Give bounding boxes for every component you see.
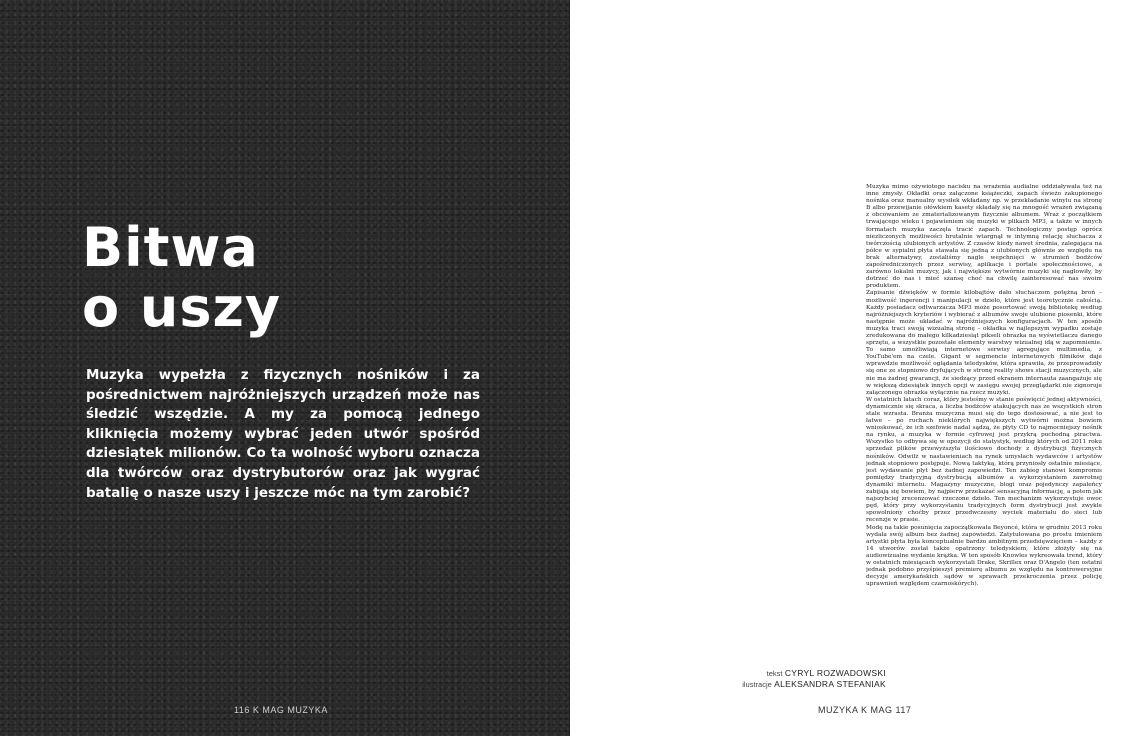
body-paragraph: Zapisanie dźwięków w formie kilobajtów dało słuchaczom potężną broń – możliwość ingerencji i manipulacji w dzieło, które jest teoretycznie całością. Każdy posiadacz odtwarzacza MP3 może posortować swoją bibliotekę według najróżniejszych kryteriów i wybierać z albumów swoje ulubione piosenki, które następnie może układać w najróżniejszych konfiguracjach. W ten sposób muzyka traci swoją wizualną stronę – okładka w najlepszym wypadku zostaje zredukowana do małego kilkadziesiąt pikseli obrazka na wyświetlaczu danego sprzętu, a wszystkie pozostałe elementy warstwy wizualnej idą w zapomnienie. To samo umożliwiają internetowe serwisy agregujące multimedia, z YouTube'em na czele. Gigant w segmencie internetowych filmików daje wprawdzie możliwość oglądania teledysków, która sprawiła, że przeprowadziły się one ze stopniowo dryfujących w stronę reality shows stacji muzycznych, ale nie ma żadnej gwarancji, że siedzący przed ekranem internauta zaangażuje się w większą dziesiątek innych opcji w zasięgu swojej przeglądarki nie zignoruje załączonego obrazka wyłącznie na rzecz muzyki.: [866, 290, 1102, 396]
illustration-credit-role: ilustracje: [742, 680, 772, 689]
title-line-1: Bitwa: [82, 216, 259, 279]
body-paragraph: Muzyka mimo ożywiotego nacisku na wrażenia audialne oddziaływała też na inne zmysły. Okładki oraz załączone książeczki, zapach świeżo zakupionego nośnika oraz manualny wysiłek wkładany np. w przekładanie winylu na stronę B albo przewijanie ołówkiem kasety składały się na mnogość wrażeń związaną z obcowaniem ze zmaterializowanym fizycznie albumem. Wraz z początkiem trwającego wieku i pojawieniem się muzyki w plikach MP3, a także w innych formatach muzyka zaczęła tracić zapach. Technologiczny postęp oprócz niezliczonych możliwości brutalnie wtargnął w intymną relację słuchacza z twórczością ulubionych artystów. Z czasów kiedy nawet średnia, zalegająca na półce w sypialni płyta stawała się jedną z ulubionych głównie ze względu na brak alternatywy, zostaliśmy nagle wepchnięci w strumień bodźców zapośredniczonych przez serwisy, aplikacje i portale społecznościowe, a zarówno lokalni muzycy, jak i największe wytwórnie muzyki się nagłowiły, by dotrzeć do nas i mieć szansę choć na chwilę zainteresować nas swoim produktem.: [866, 184, 1102, 290]
article-credits: [698, 668, 886, 690]
illustration-credit-author: ALEKSANDRA STEFANIAK: [774, 679, 886, 689]
article-title: [82, 218, 281, 338]
text-credit: [698, 668, 886, 679]
text-credit-role: tekst: [766, 669, 783, 678]
body-paragraph: W ostatnich latach coraz, który jesteśmy w stanie poświęcić jednej aktywności, dynamicznie się skraca, a liczba bodźców atakujących nas ze wszystkich stron stale wzrasta. Branża muzyczna musi się do tego dostosować, a nie jest to łatwe – po ruchach niektórych największych wytwórni można bowiem wnioskować, że ich szefowie nadal sądzą, że płyty CD to najmocniejszy nośnik na rynku, a muzyka w formie cyfrowej jest przykrą pochodną piractwa. Wszystko to odbywa się w opozycji do statystyk, według których od 2011 roku sprzedaż plików przewyższyła ilościowo dochody z dystrybucji fizycznych nośników. Odwilż w nastawieniach na rynek umysłach wydawców i artystów jednak stopniowo postępuje. Nową taktyką, którą przyniosły ostatnie miesiące, jest wydawanie płyt bez żadnej zapowiedzi. Ten zabieg stanowi kompromis pomiędzy tradycyjną dystrybucją albumów a wykorzystaniem zawrotnej dynamiki internetu. Magazyny muzyczne, blogi oraz pojedynczy zapaleńcy zabijają się bowiem, by najpierw przekazać sensacyjną informację, a potem jak najszybciej zrecenzować rzeczone dzieło. Ten mechanizm wykorzystuje owoc pęd, który przy wykorzystaniu tradycyjnych form dystrybucji jest zwykle spowolniony choćby przez przedwczesny wyciek materiału do sieci lub recenzje w prasie.: [866, 396, 1102, 524]
body-paragraph: Modę na takie posunięcia zapoczątkowała Beyoncé, która w grudniu 2013 roku wydała swój album bez żadnej zapowiedzi. Zatytułowana po prostu imieniem artystki płyta była konceptualnie bardzo ambitnym przedsięwzięciem – każdy z 14 utworów został także opatrzony teledyskiem, które złożyły się na audiowizualne wydanie krążka. W ten sposób Knowles wykreowała trend, który w ostatnich miesiącach wykorzystali Drake, Skrillex oraz D'Angelo (ten ostatni jednak podobno przyśpieszył premierę albumu ze względu na kontrowersyjne decyzje amerykańskich sądów w sprawach przekroczenia przez policję uprawnień względem czarnoskórych).: [866, 524, 1102, 588]
article-body: [866, 184, 1102, 722]
text-credit-author: CYRYL ROZWADOWSKI: [784, 668, 886, 678]
page-footer-left: 116 K MAG MUZYKA: [234, 705, 328, 715]
right-page: [570, 0, 1140, 736]
lead-paragraph: Muzyka wypełzła z fizycznych nośników i za pośrednictwem najróżniejszych urządzeń może nas śledzić wszędzie. A my za pomocą jednego kliknięcia możemy wybrać jeden utwór spośród dziesiątek milionów. Co ta wolność wyboru oznacza dla twórców oraz dystrybutorów oraz jak wygrać batalię o nasze uszy i jeszcze móc na tym zarobić?: [86, 367, 480, 501]
page-footer-right: MUZYKA K MAG 117: [818, 705, 912, 715]
illustration-credit: [698, 679, 886, 690]
title-line-2: o uszy: [82, 276, 282, 339]
